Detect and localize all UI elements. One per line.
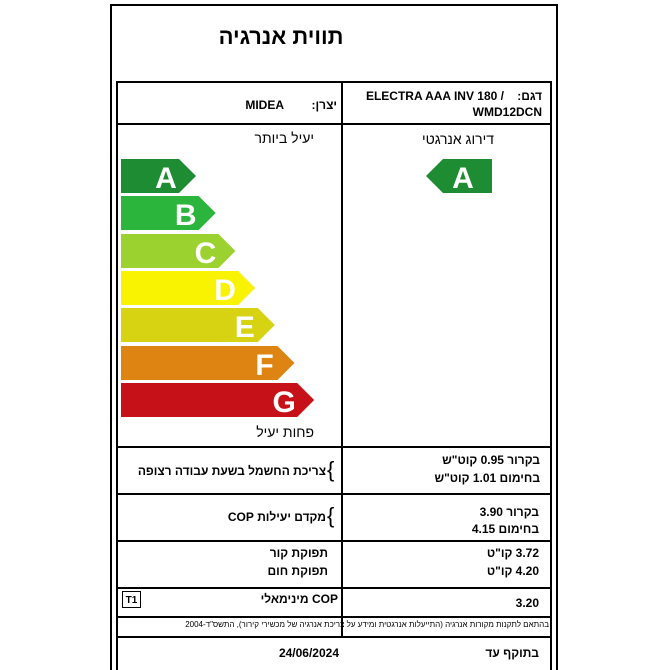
- capacity-cooling-label: תפוקת קור: [269, 546, 328, 560]
- energy-class-shape-c: [121, 234, 235, 268]
- energy-class-letter-c: C: [194, 236, 217, 270]
- row-sep-2: [116, 446, 552, 448]
- rating-arrow: [426, 159, 492, 193]
- frame-top-line: [116, 81, 552, 83]
- energy-class-bar-f: [121, 346, 295, 380]
- model-value-line1: ELECTRA AAA INV 180 /: [365, 89, 504, 103]
- energy-class-letter-e: E: [234, 311, 255, 345]
- label-title-wrap: [0, 24, 670, 50]
- manufacturer-value: MIDEA: [245, 98, 284, 112]
- cop-brace: {: [327, 503, 335, 528]
- energy-class-letter-g: G: [272, 385, 296, 419]
- consumption-brace: {: [327, 457, 335, 482]
- rating-letter: A: [452, 162, 474, 195]
- frame-right-line: [550, 81, 552, 670]
- energy-class-letter-b: B: [174, 199, 197, 233]
- row-sep-7: [116, 636, 552, 638]
- capacity-cooling-value: 3.72 קו"ט: [486, 546, 539, 560]
- min-cop-value: 3.20: [515, 596, 539, 610]
- capacity-heating-label: תפוקת חום: [267, 564, 328, 578]
- energy-class-bar-c: [121, 234, 235, 268]
- consumption-cooling: בקרור 0.95 קוט"ש: [442, 453, 540, 467]
- scale-top-label: יעיל ביותר: [254, 130, 314, 146]
- cop-heating: בחימום 4.15: [471, 522, 539, 536]
- energy-class-letter-f: F: [255, 348, 274, 382]
- cop-cooling: בקרור 3.90: [479, 505, 539, 519]
- energy-class-shape-b: [121, 196, 216, 233]
- rating-label: דירוג אנרגטי: [421, 131, 494, 147]
- manufacturer-label: יצרן:: [311, 98, 337, 112]
- frame-left-line: [116, 81, 118, 670]
- validity-label: בתוקף עד: [485, 646, 539, 660]
- consumption-heating: בחימום 1.01 קוט"ש: [434, 471, 540, 485]
- scale-bottom-label: פחות יעיל: [256, 424, 314, 440]
- energy-class-bar-d: [121, 271, 255, 305]
- label-title: תווית אנרגיה: [218, 24, 344, 49]
- row-sep-3: [116, 493, 552, 495]
- capacity-heating-value: 4.20 קו"ט: [486, 564, 539, 578]
- row-sep-1: [116, 123, 552, 125]
- model-label: דגם:: [517, 89, 542, 103]
- validity-date: 24/06/2024: [278, 646, 339, 660]
- consumption-label: צריכת החשמל בשעת עבודה רצופה: [137, 464, 326, 478]
- cop-label: מקדם יעילות COP: [227, 510, 326, 524]
- row-sep-6: [116, 616, 552, 618]
- energy-class-bar-e: [121, 308, 275, 345]
- model-value-line2: WMD12DCN: [472, 105, 542, 119]
- frame-middle-line: [341, 81, 343, 638]
- row-sep-5: [116, 587, 552, 589]
- regulation-text: בהתאם לתקנות מקורות אנרגיה (התייעלות אנרגטית ומידע על צריכת אנרגיה של מכשירי קירור), התשס"ד-2004: [185, 620, 549, 629]
- energy-class-bar-b: [121, 196, 216, 233]
- energy-class-letter-d: D: [214, 273, 236, 307]
- energy-class-letter-a: A: [155, 162, 177, 195]
- energy-class-bar-g: [121, 383, 314, 417]
- energy-class-bar-a: [121, 159, 196, 193]
- row-sep-4: [116, 540, 552, 542]
- min-cop-label: COP מינימאלי: [260, 592, 338, 606]
- min-cop-badge: T1: [122, 591, 141, 608]
